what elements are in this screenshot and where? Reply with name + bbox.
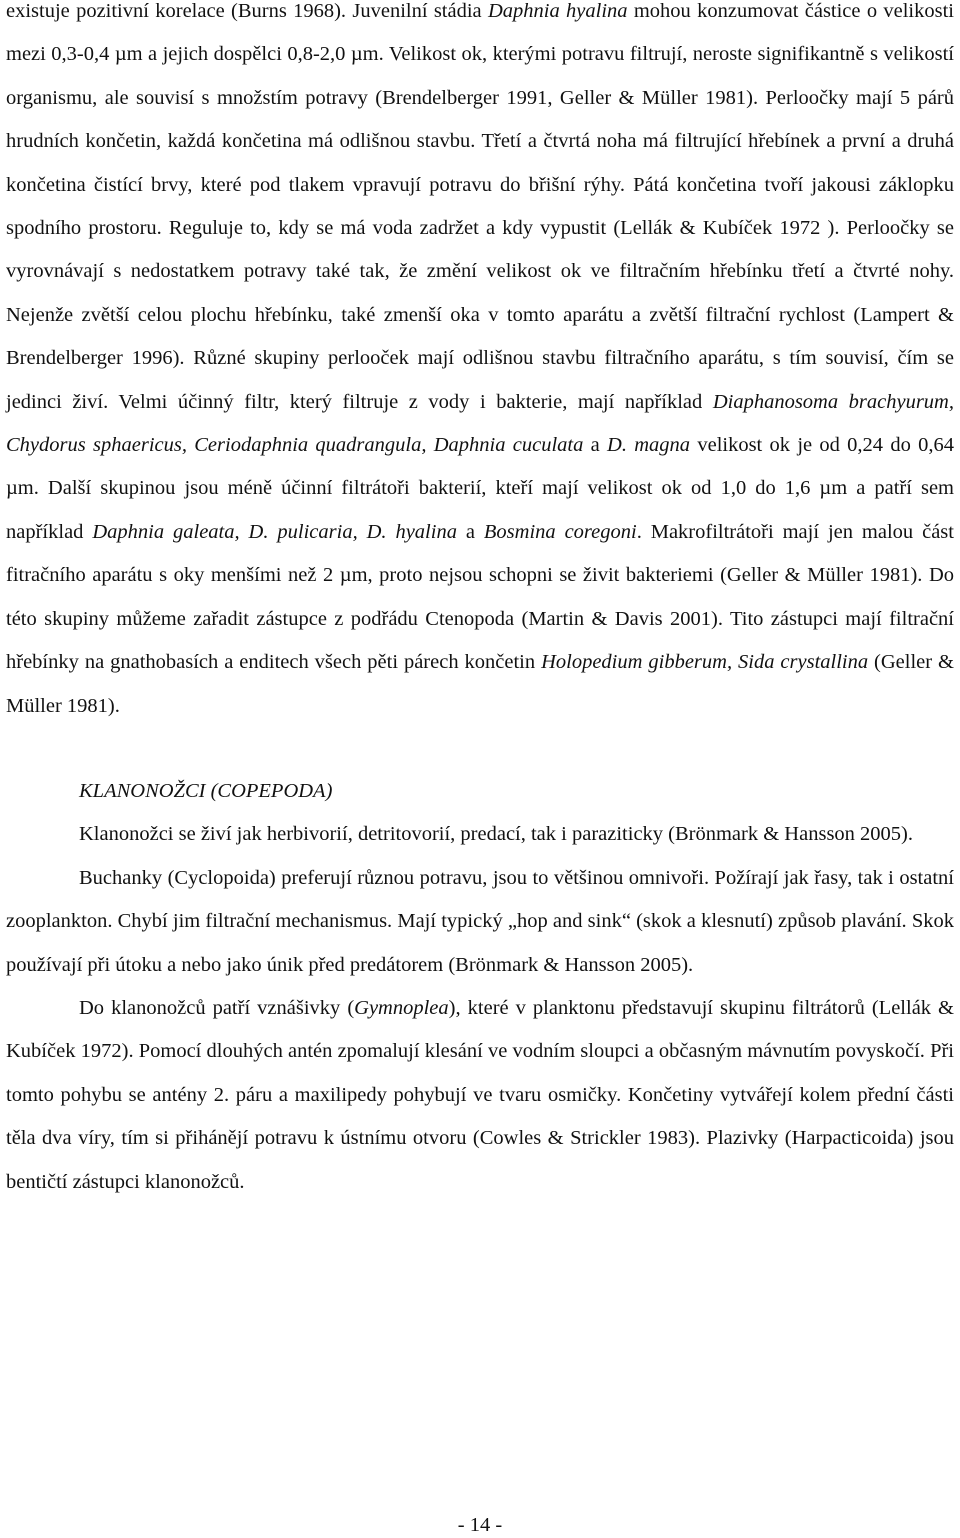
italic-run: Diaphanosoma brachyurum, Chydorus sphaericus, Ceriodaphnia quadrangula, Daphnia cuculata [6, 390, 954, 457]
body-paragraph-4 [6, 987, 954, 1204]
body-paragraph-3 [6, 857, 954, 987]
italic-run: Holopedium gibberum, Sida crystallina [541, 651, 869, 674]
italic-run: D. magna [607, 434, 691, 457]
text-run: a [456, 520, 484, 543]
body-paragraph-2 [6, 813, 954, 856]
italic-run: Daphnia hyalina [487, 0, 628, 22]
text-run: existuje pozitivní korelace (Burns 1968). Juvenilní stádia [6, 0, 488, 22]
body-paragraph-1 [6, 0, 954, 728]
text-run: Buchanky (Cyclopoida) preferují různou potravu, jsou to většinou omnivoři. Požírají jak řasy, tak i ostatní zooplankton. Chybí jim filtrační mechanismus. Mají typický „hop and sink“ (skok a klesnutí) způsob plavání. Skok používají při útoku a nebo jako únik před predátorem (Brönmark & Hansson 2005). [6, 866, 954, 976]
italic-run: Gymnoplea [354, 996, 449, 1019]
text-run: a [583, 434, 608, 457]
text-run: ), které v planktonu představují skupinu filtrátorů (Lellák & Kubíček 1972). Pomocí dlouhých antén zpomalují klesání ve vodním sloupci a občasným mávnutím povyskočí. Při tomto pohybu se antény 2. páru a maxilipedy pohybují ve tvaru osmičky. Končetiny vytvářejí kolem přední části těla dva víry, tím si přihánějí potravu k ústnímu otvoru (Cowles & Strickler 1983). Plazivky (Harpacticoida) jsou bentičtí zástupci klanonožců. [6, 996, 955, 1193]
text-run: (Geller & Müller 1981). [6, 651, 954, 717]
page-number: - 14 - [457, 1514, 503, 1536]
document-page [6, 0, 954, 1204]
italic-run: Daphnia galeata, D. pulicaria, D. hyalina [92, 520, 457, 543]
italic-run: Bosmina coregoni [483, 520, 637, 543]
text-run: Do klanonožců patří vznášivky ( [79, 996, 355, 1019]
text-run: Klanonožci se živí jak herbivorií, detritovorií, predací, tak i paraziticky (Brönmark & Hansson 2005). [79, 823, 913, 846]
section-heading: KLANONOŽCI (COPEPODA) [79, 779, 333, 802]
text-run: . Makrofiltrátoři mají jen malou část fitračního aparátu s oky menšími než 2 µm, proto nejsou schopni se živit bakteriemi (Geller & Müller 1981). Do této skupiny můžeme zařadit zástupce z podřádu Ctenopoda (Martin & Davis 2001). Tito zástupci mají filtrační hřebínky na gnathobasích a enditech všech pěti párech končetin [6, 520, 954, 674]
text-run: mohou konzumovat částice o velikosti mezi 0,3-0,4 µm a jejich dospělci 0,8-2,0 µm. Velikost ok, kterými potravu filtrují, neroste signifikantně s velikostí organismu, ale souvisí s množstím potravy (Brendelberger 1991, Geller & Müller 1981). Perloočky mají 5 párů hrudních končetin, každá končetina má odlišnou stavbu. Třetí a čtvrtá noha má filtrující hřebínek a první a druhá končetina čistící brvy, které pod tlakem vpravují potravu do břišní rýhy. Pátá končetina tvoří jakousi záklopku spodního prostoru. Reguluje to, kdy se má voda zadržet a kdy vypustit (Lellák & Kubíček 1972 ). Perloočky se vyrovnávají s nedostatkem potravy také tak, že změní velikost ok ve filtračním hřebínku třetí a čtvrté nohy. Nejenže zvětší celou plochu hřebínku, také zmenší oka v tomto aparátu a zvětší filtrační rychlost (Lampert & Brendelberger 1996). Různé skupiny perlooček mají odlišnou stavbu filtračního aparátu, s tím souvisí, čím se jedinci živí. Velmi účinný filtr, který filtruje z vody i bakterie, mají například [6, 0, 954, 413]
text-run: velikost ok je od 0,24 do 0,64 µm. Další skupinou jsou méně účinní filtrátoři bakterií, kteří mají velikost ok od 1,0 do 1,6 µm a patří sem například [6, 434, 954, 543]
